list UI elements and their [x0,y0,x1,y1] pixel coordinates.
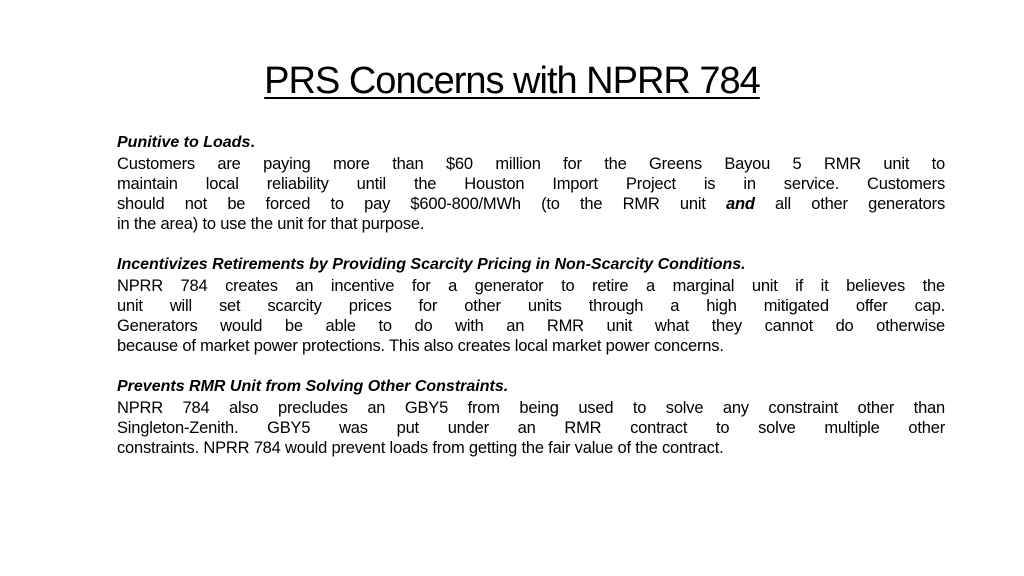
section-paragraph [117,398,945,458]
paragraph-line: because of market power protections. This also creates local market power concerns. [117,337,724,355]
paragraph-line: NPRR 784 creates an incentive for a generator to retire a marginal unit if it believes the [117,277,945,295]
paragraph-line: Generators would be able to do with an RMR unit what they cannot do otherwise [117,317,945,335]
slide-body [117,133,945,458]
paragraph-line: constraints. NPRR 784 would prevent loads from getting the fair value of the contract. [117,439,724,457]
section-heading: Incentivizes Retirements by Providing Scarcity Pricing in Non-Scarcity Conditions. [117,256,746,273]
section-heading: Punitive to Loads. [117,134,255,151]
section-prevents-rmr-unit [117,377,945,458]
paragraph-line: maintain local reliability until the Houston Import Project is in service. Customers [117,175,945,193]
section-incentivizes-retirements [117,255,945,356]
section-heading: Prevents RMR Unit from Solving Other Constraints. [117,378,509,395]
paragraph-line: should not be forced to pay $600-800/MWh (to the RMR unit and all other generators [117,195,945,213]
section-punitive-to-loads [117,133,945,234]
section-paragraph [117,154,945,234]
paragraph-line: Singleton-Zenith. GBY5 was put under an RMR contract to solve multiple other [117,419,945,437]
slide-title-text: PRS Concerns with NPRR 784 [264,60,760,102]
section-paragraph [117,276,945,356]
emphasis-and: and [726,195,755,213]
slide-title [0,58,1024,104]
paragraph-line: Customers are paying more than $60 million for the Greens Bayou 5 RMR unit to [117,155,945,173]
paragraph-line: in the area) to use the unit for that purpose. [117,215,425,233]
paragraph-line: unit will set scarcity prices for other units through a high mitigated offer cap. [117,297,945,315]
paragraph-line: NPRR 784 also precludes an GBY5 from being used to solve any constraint other than [117,399,945,417]
